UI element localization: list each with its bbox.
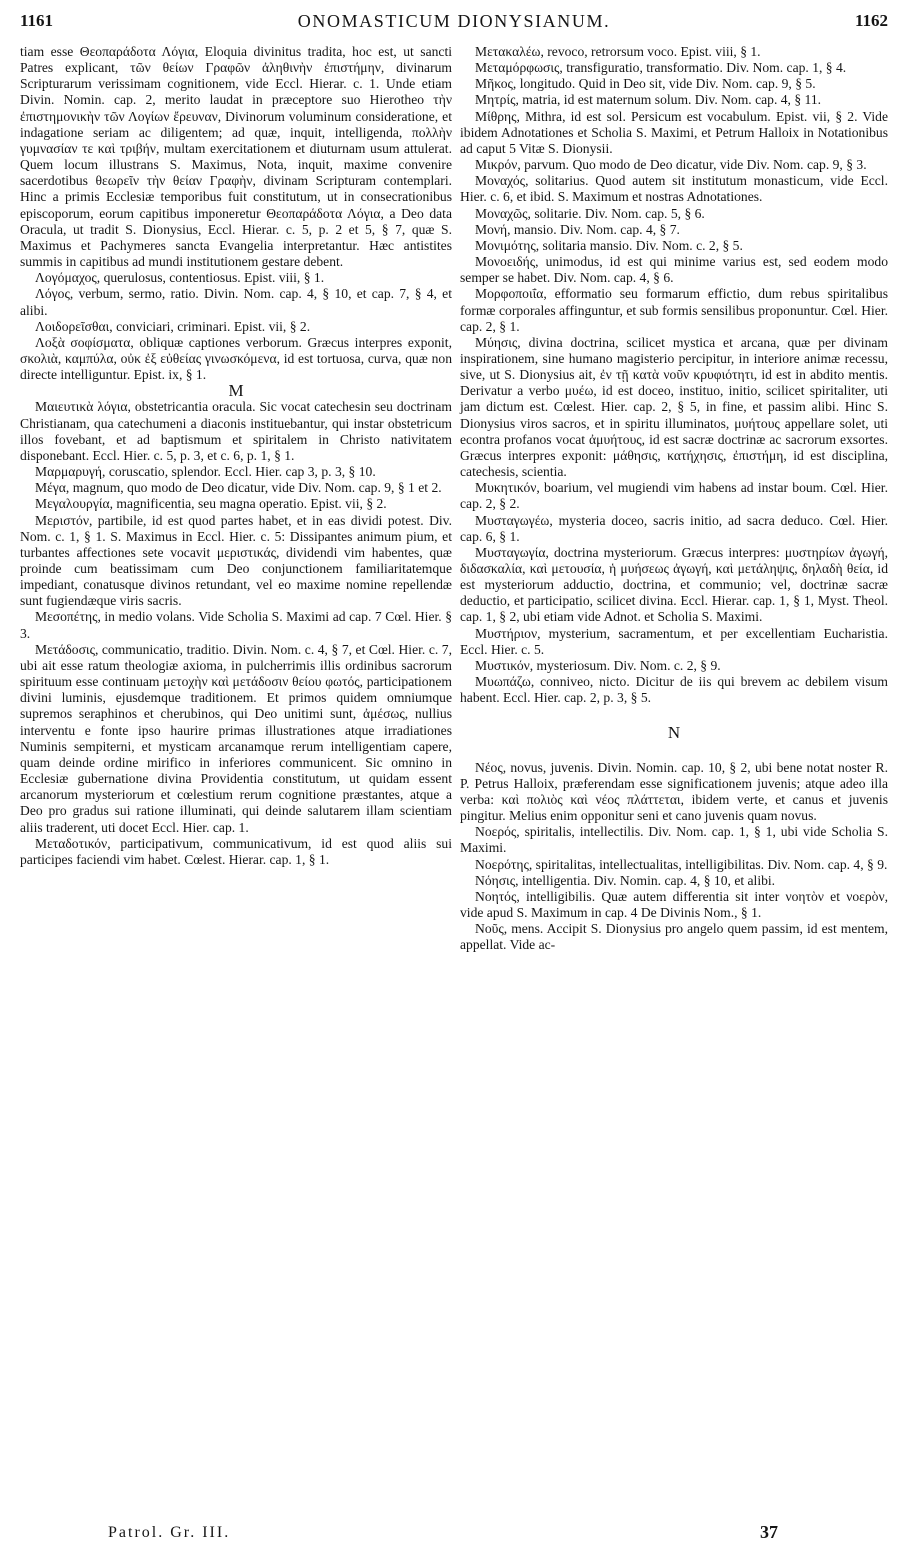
entry-myesis: Μύησις, divina doctrina, scilicet mystica et arcana, quæ per divinam inspirationem, sine humano magisterio percipitur, in interiore animæ recessu, sive, ut S. Dionysius ait, ἐν τῇ κατὰ νοῦν κρυφιότητι, id est in abdito mentis. Derivatur a verbo μυέω, id est doceo, instituo, initio, scilicet spiritaliter, uti jam dictum est. Cœlest. Hier. cap. 2, § 5, in fine, et passim alibi. Hinc S. Dionysius viros sacros, et in spiritu illuminatos, μυήτους appellare solet, uti econtra profanos vocat ἀμυήτους, id est sacræ doctrinæ ac sacrorum exsortes. Græcus interpres exponit: μάθησις, κατήχησις, ἐπιστήμη, id est disciplina, catechesis, scientia. [460, 334, 888, 480]
right-column [460, 44, 888, 953]
entry-mystikon: Μυστικόν, mysteriosum. Div. Nom. c. 2, § 9. [475, 657, 721, 673]
entry-monoeides: Μονοειδής, unimodus, id est qui minime varius est, sed eodem modo semper se habet. Div. Nom. cap. 4, § 6. [460, 254, 888, 286]
running-title: ONOMASTICUM DIONYSIANUM. [297, 11, 611, 31]
entry-metris: Μητρίς, matria, id est maternum solum. Div. Nom. cap. 4, § 11. [475, 92, 822, 108]
entry-mysterion: Μυστήριον, mysterium, sacramentum, et per excellentiam Eucharistia. Eccl. Hier. c. 5. [460, 625, 888, 657]
section-heading-m: M [228, 381, 244, 401]
entry-mekos: Μῆκος, longitudo. Quid in Deo sit, vide Div. Nom. cap. 9, § 5. [475, 76, 816, 92]
entry-megalourgia: Μεγαλουργία, magnificentia, seu magna operatio. Epist. vii, § 2. [35, 496, 387, 512]
entry-loidoreisthai: Λοιδορεῖσθαι, conviciari, criminari. Epist. vii, § 2. [35, 318, 311, 334]
entry-meriston: Μεριστόν, partibile, id est quod partes habet, et in eas dividi potest. Div. Nom. c. 1, § 1. S. Maximus in Eccl. Hier. c. 5: Dissipantes animum pium, et turbantes affectiones sete vocavit μεριστικάς, dividendi vim habentes, quæ proinde cum beatissimam cum Deo conjunctionem familiaritatemque impediant, conatusque divinos retundant, vel eo maxime nomine repellendæ sunt fugiendæque viris sacris. [20, 512, 452, 609]
entry-mega: Μέγα, magnum, quo modo de Deo dicatur, vide Div. Nom. cap. 9, § 1 et 2. [35, 480, 442, 496]
entry-logos: Λόγος, verbum, sermo, ratio. Divin. Nom. cap. 4, § 10, et cap. 7, § 4, et alibi. [20, 286, 452, 318]
entry-mesopetes: Μεσοπέτης, in medio volans. Vide Scholia S. Maximi ad cap. 7 Cœl. Hier. § 3. [20, 609, 452, 641]
entry-noesis: Νόησις, intelligentia. Div. Nomin. cap. 4, § 10, et alibi. [475, 872, 776, 888]
entry-myopazo: Μυωπάζω, conniveo, nicto. Dicitur de iis qui brevem ac debilem visum habent. Eccl. Hier. cap. 2, p. 3, § 5. [460, 674, 888, 706]
entry-metakaleo: Μετακαλέω, revoco, retrorsum voco. Epist. viii, § 1. [475, 44, 761, 59]
entry-metadosis: Μετάδοσις, communicatio, traditio. Divin. Nom. c. 4, § 7, et Cœl. Hier. c. 7, ubi ait esse ratum theologiæ axioma, in pulcherrimis illis ordinibus sacrorum spirituum esse continuam μετοχὴν καὶ μετάδοσιν θείου φωτός, participationem divini luminis, ejusdemque traditionem. Et primos quidem omniumque supremos seraphinos et cherubinos, qui Deo unitimi sunt, ἀμέσως, nullius interventu e fonte ipso haurire primas illustrationes atque irradiationes Numinis sempiterni, et mysticam arcanamque rerum intelligentiam capere, quam deinde ordine mirifico in inferiores communicent. Sic omnino in Ecclesiæ gubernatione divina Providentia constitutum, ut quidam essent arcanorum mysteriorum et cœlestium rerum cognitione præstantes, atque a Deo pro gradus sui ratione illuminati, qui deinde salutarem illam scientiam aliis traderent, uti docet Eccl. Hier. cap. 1. [20, 641, 452, 835]
entry-mystagogeo: Μυσταγωγέω, mysteria doceo, sacris initio, ad sacra deduco. Cœl. Hier. cap. 6, § 1. [460, 512, 888, 544]
footer-signature: Patrol. Gr. III. [108, 1524, 231, 1541]
entry-mykétikon: Μυκητικόν, boarium, vel mugiendi vim habens ad instar boum. Cœl. Hier. cap. 2, § 2. [460, 480, 888, 512]
entry-mone: Μονή, mansio. Div. Nom. cap. 4, § 7. [475, 221, 680, 237]
entry-loxa-sophismata: Λοξὰ σοφίσματα, obliquæ captiones verborum. Græcus interpres exponit, σκολιὰ, καμπύλα, οὐκ ἐξ εὐθείας γινωσκόμενα, id est tortuosa, curva, quæ non directe intelliguntur. Epist. ix, § 1. [20, 334, 452, 383]
entry-monimotes: Μονιμότης, solitaria mansio. Div. Nom. c. 2, § 5. [475, 237, 743, 253]
page-number-left: 1161 [20, 11, 54, 30]
section-heading-n: N [667, 723, 681, 743]
entry-monachos: Μοναχός, solitarius. Quod autem sit institutum monasticum, vide Eccl. Hier. c. 6, et ibid. S. Maximum et nostras Adnotationes. [460, 173, 888, 205]
entry-nous: Νοῦς, mens. Accipit S. Dionysius pro angelo quem passim, id est mentem, appellat. Vide ac- [460, 921, 888, 953]
page-header [20, 11, 888, 37]
entry-mikron: Μικρόν, parvum. Quo modo de Deo dicatur, vide Div. Nom. cap. 9, § 3. [475, 157, 867, 173]
entry-noetos: Νοητός, intelligibilis. Quæ autem differentia sit inter νοητὸν et νοερὸν, vide apud S. Maximum in cap. 4 De Divinis Nom., § 1. [460, 888, 888, 920]
entry-maieutika: Μαιευτικὰ λόγια, obstetricantia oracula. Sic vocat catechesin seu doctrinam Christianam, qua catechumeni a diaconis instituebantur, qui instar obstetricum illos fovebant, et ad baptismum et spiritalem in Christo nativitatem disponebant. Eccl. Hier. c. 5, p. 3, et c. 6, p. 1, § 1. [20, 399, 452, 463]
left-column [20, 44, 452, 868]
footer-sheet-number: 37 [760, 1522, 778, 1542]
page-number-right: 1162 [854, 11, 888, 30]
entry-noeros: Νοερός, spiritalis, intellectilis. Div. Nom. cap. 1, § 1, ubi vide Scholia S. Maximi. [460, 824, 888, 856]
entry-marmaryge: Μαρμαρυγή, coruscatio, splendor. Eccl. Hier. cap 3, p. 3, § 10. [35, 464, 376, 480]
entry-noerotes: Νοερότης, spiritalitas, intellectualitas, intelligibilitas. Div. Nom. cap. 4, § 9. [475, 856, 888, 872]
entry-metadotikon: Μεταδοτικόν, participativum, communicativum, id est quod aliis sui participes faciendi vim habet. Cœlest. Hierar. cap. 1, § 1. [20, 835, 452, 867]
entry-metamorphosis: Μεταμόρφωσις, transfiguratio, transformatio. Div. Nom. cap. 1, § 4. [475, 60, 847, 76]
entry-continuation: tiam esse Θεοπαράδοτα Λόγια, Eloquia divinitus tradita, hoc est, ut sancti Patres explicant, τῶν θείων Γραφῶν ἀληθινὴν ἐπιστήμην, divinarum Scripturarum verissimam cognitionem, vide Eccl. Hierar. c. 1. Unde etiam Divin. Nomin. cap. 2, merito laudat in præceptore suo Hierotheo τὴν ἐπιστημονικὴν τῶν Λογίων ἔρευναν, Divinorum voluminum consideratione, et indagatione seriam ac diligentem; ad quæ, inquit, intelligenda, πολλὴν γυμνασίαν τε καὶ τριβήν, multam exercitationem et diuturnam usum attulerat. Quem locum illustrans S. Maximus, Nota, inquit, maxime convenire sacerdotibus θεωρεῖν τὴν θείαν Γραφὴν, divinam Scripturam contemplari. Hinc a primis Ecclesiæ temporibus fuit constitutum, ut in consecrationibus episcoporum, eorum capitibus imponeretur Θεοπαράδοτα Λόγια, a Deo data Oracula, ut tradit S. Dionysius, Eccl. Hierar. c. 5, p. 2 et 5, § 7, quæ S. Maximus et Pachymeres sancta Evangelia interpretantur. Hæc antistites summis in capitibus ad mundi institutionem gestare debent. [20, 44, 452, 270]
entry-monachos-adverb: Μοναχῶς, solitarie. Div. Nom. cap. 5, § 6. [475, 205, 705, 221]
entry-mystagogia: Μυσταγωγία, doctrina mysteriorum. Græcus interpres: μυστηρίων ἀγωγή, διδασκαλία, καὶ μετουσία, ἡ μυήσεως ἀγωγή, καὶ μετάληψις, δηλαδὴ θεία, id est mysteriorum adductio, doctrina, et communio; vel, doctrinæ sacræ deductio, et participatio, scilicet divina. Eccl. Hierar. cap. 1, § 1, Myst. Theol. cap. 1, § 2, ubi etiam vide Adnot. et Scholia S. Maximi. [460, 544, 888, 625]
entry-neos: Νέος, novus, juvenis. Divin. Nomin. cap. 10, § 2, ubi bene notat noster R. P. Petrus Halloix, præferendam esse significationem juvenis; atque adeo illa verba: καὶ πολιὸς καὶ νέος πλάττεται, ibidem verte, et canus et juvenis pingitur. Melius enim opponitur seni et cano juvenis quam novus. [460, 759, 888, 824]
entry-morphopoiia: Μορφοποιΐα, efformatio seu formarum effictio, dum rebus spiritalibus formæ corporales affinguntur, et sub formis sensilibus proponuntur. Cœl. Hier. cap. 2, § 1. [460, 286, 888, 334]
entry-mithres: Μίθρης, Mithra, id est sol. Persicum est vocabulum. Epist. vii, § 2. Vide ibidem Adnotationes et Scholia S. Maximi, et Petrum Halloix in Notationibus ad caput 5 Vitæ S. Dionysii. [460, 108, 888, 156]
entry-logomachos: Λογόμαχος, querulosus, contentiosus. Epist. viii, § 1. [35, 270, 325, 286]
